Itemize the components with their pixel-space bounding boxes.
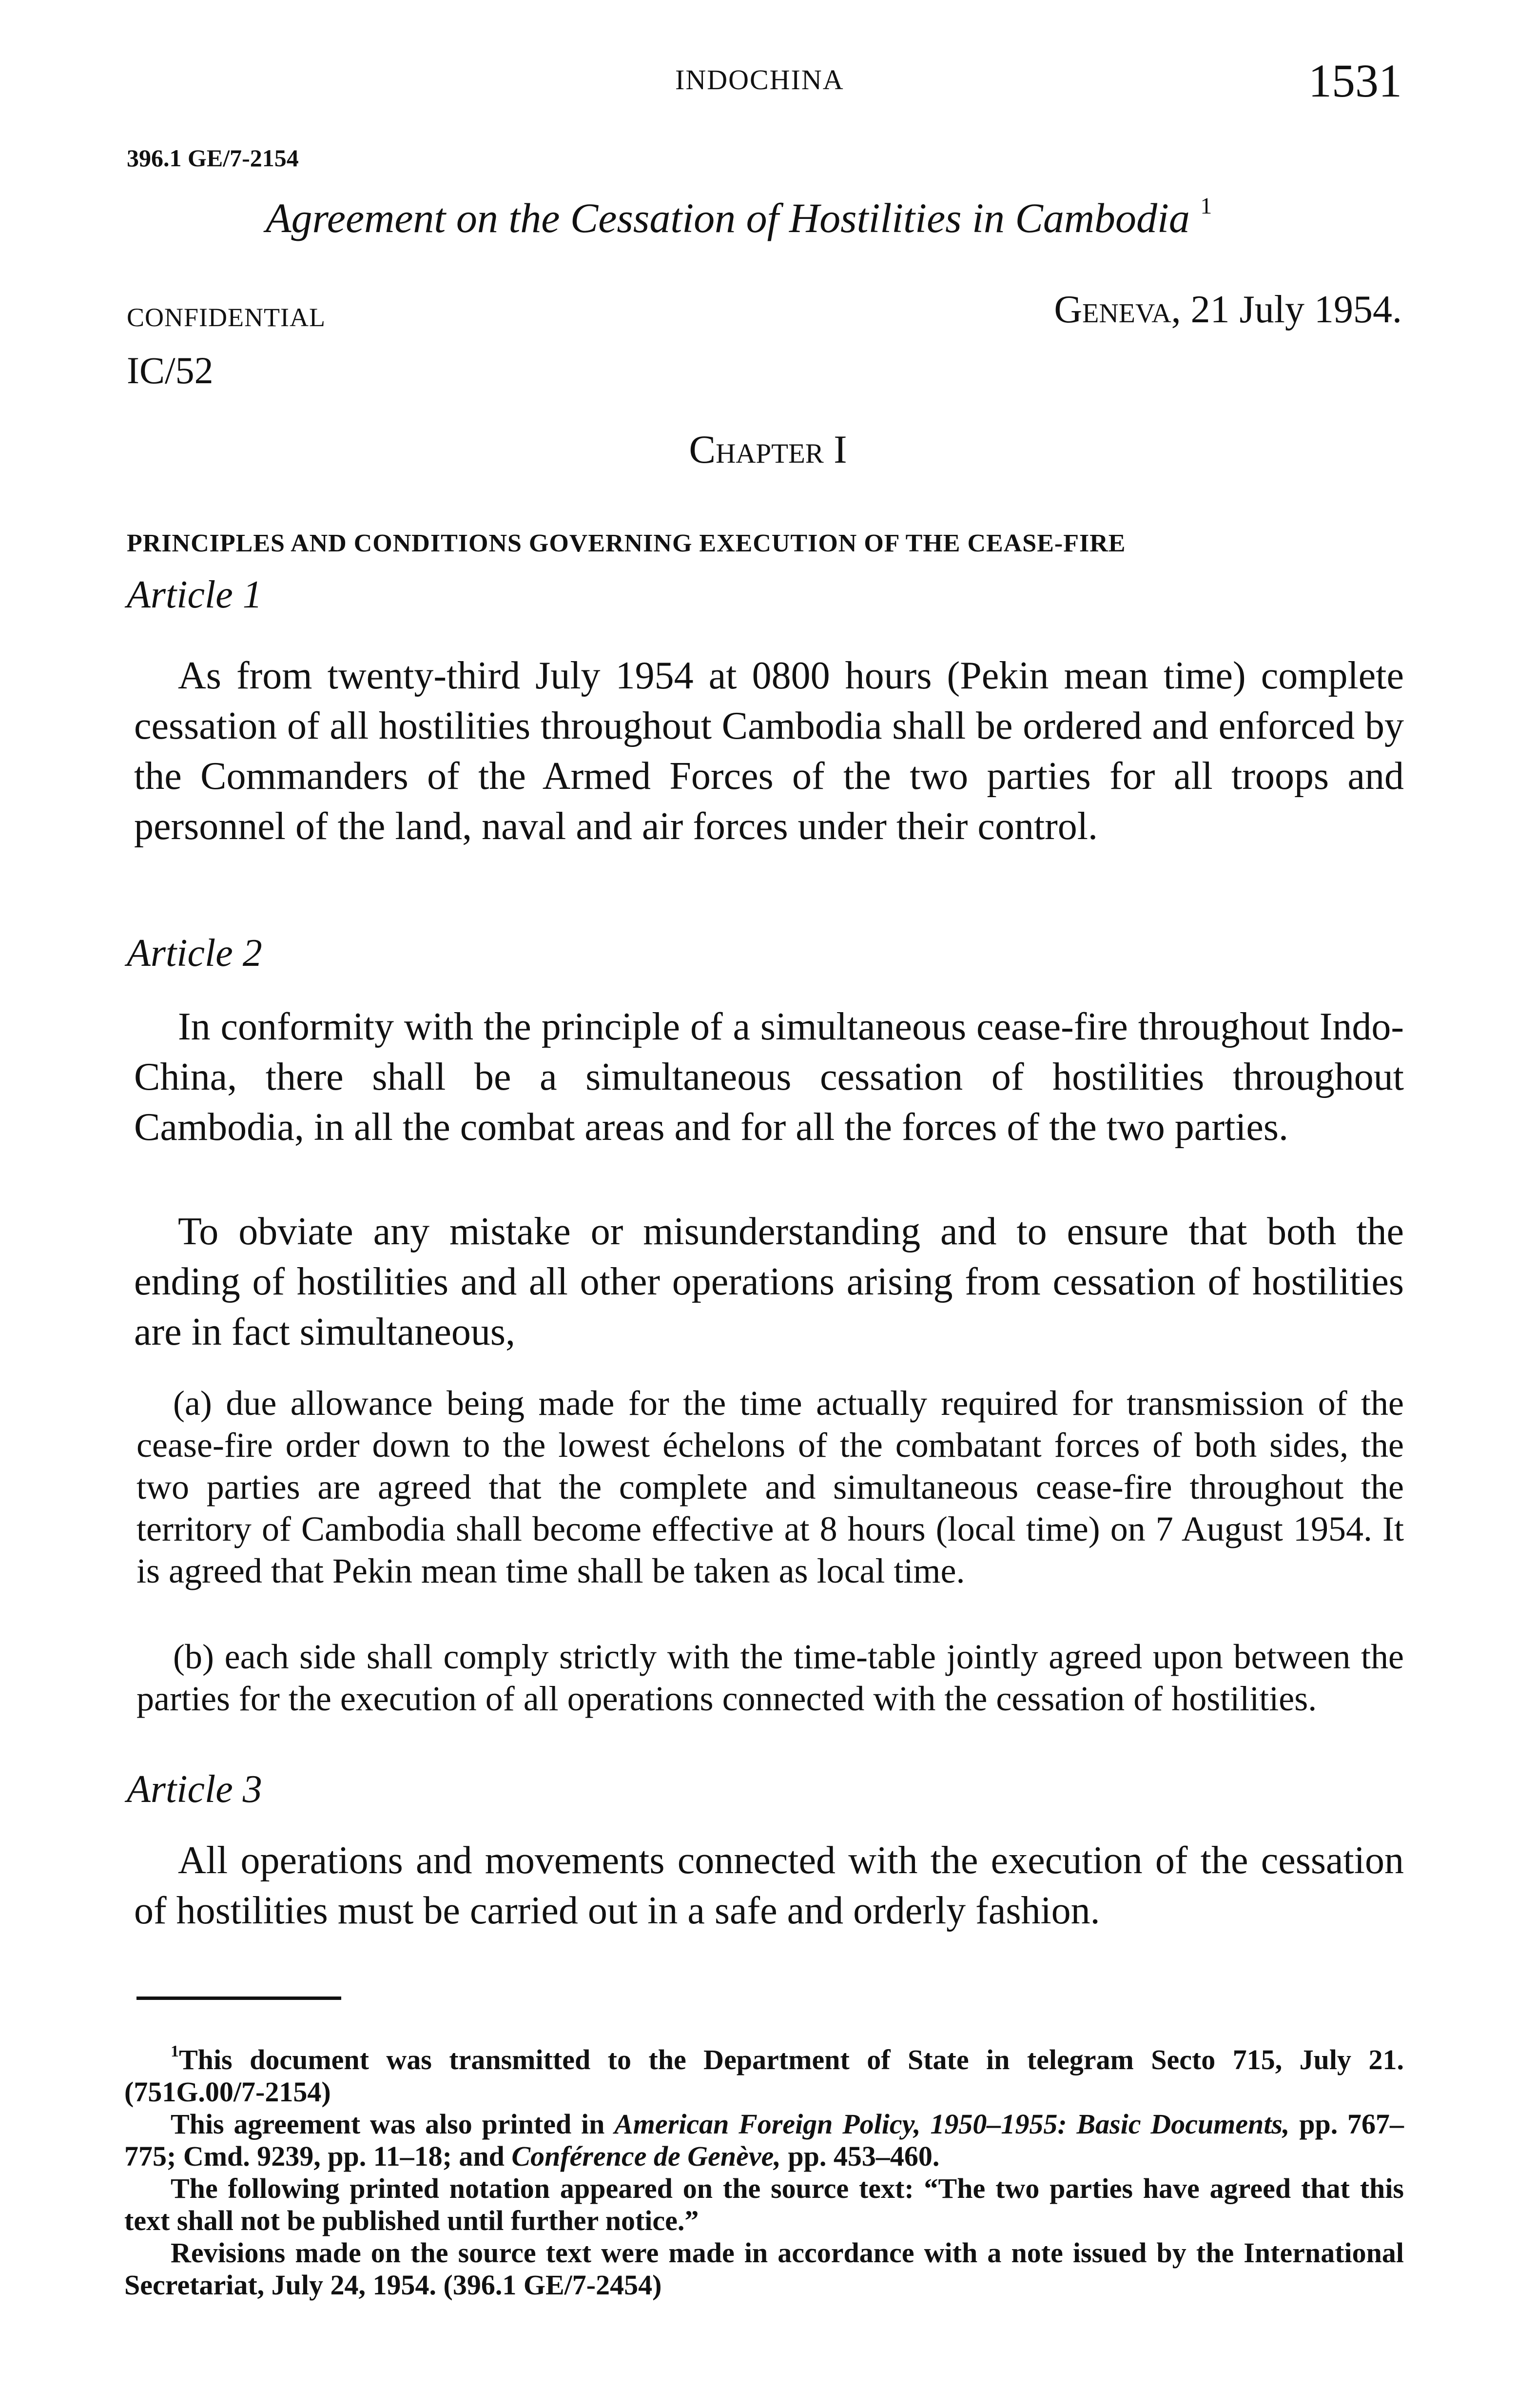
article-2-paragraph-1: In conformity with the principle of a simultaneous cease-fire throughout Indo-China, there shall be a simultaneous cessation of hostilities throughout Cambodia, in all the combat areas and for all the forces of the two parties. xyxy=(134,1005,1404,1149)
footnote-printed-suffix: pp. 453–460. xyxy=(780,2140,940,2172)
footnote-1-text: This document was transmitted to the Department of State in telegram Secto 715, July 21. (751G.00/7-2154) xyxy=(124,2044,1404,2108)
article-3-paragraph-1: All operations and movements connected with the execution of the cessation of hostilities must be carried out in a safe and orderly fashion. xyxy=(134,1839,1404,1932)
footnote-notation: The following printed notation appeared on the source text: “The two parties have agreed that this text shall not be published until further notice.” xyxy=(124,2173,1404,2236)
footnote-printed xyxy=(124,2108,1404,2173)
footnote-mark: 1 xyxy=(171,2042,179,2060)
footnote-printed-mid: pp. 767–775; Cmd. 9239, pp. 11–18; and xyxy=(124,2108,1404,2172)
title-footnote-mark: 1 xyxy=(1200,193,1212,219)
article-2-heading: Article 2 xyxy=(127,932,262,975)
classification-label: CONFIDENTIAL xyxy=(127,303,326,332)
footnote-printed-title-1: American Foreign Policy, 1950–1955: Basic Documents, xyxy=(614,2108,1290,2140)
place: Geneva, xyxy=(1054,288,1181,331)
page-number: 1531 xyxy=(1308,55,1402,107)
footnote-printed-title-2: Conférence de Genève, xyxy=(511,2140,781,2172)
document-code: IC/52 xyxy=(127,349,214,392)
chapter-subheading: PRINCIPLES AND CONDITIONS GOVERNING EXECUTION OF THE CEASE-FIRE xyxy=(127,529,1126,557)
date: 21 July 1954. xyxy=(1190,288,1402,331)
footnote-printed-prefix: This agreement was also printed in xyxy=(171,2108,615,2140)
article-3-heading: Article 3 xyxy=(127,1768,262,1811)
footnote-1 xyxy=(124,2036,1404,2108)
place-date xyxy=(1054,288,1402,332)
footnote-rule xyxy=(136,1997,341,2000)
footnotes xyxy=(124,2036,1404,2301)
file-number: 396.1 GE/7-2154 xyxy=(127,144,299,172)
article-1-heading: Article 1 xyxy=(127,573,262,616)
article-2-clause-a: (a) due allowance being made for the time actually required for transmission of the cease-fire order down to the lowest échelons of the combatant forces of both sides, the two parties are agreed that the complete and simultaneous cease-fire throughout the territory of Cambodia shall become effective at 8 hours (local time) on 7 August 1954. It is agreed that Pekin mean time shall be taken as local time. xyxy=(136,1384,1404,1590)
article-1-paragraph-1: As from twenty-third July 1954 at 0800 hours (Pekin mean time) complete cessation of all hostilities throughout Cambodia shall be ordered and enforced by the Commanders of the Armed Forces of the two parties for all troops and personnel of the land, naval and air forces under their control. xyxy=(134,654,1404,848)
running-head: INDOCHINA xyxy=(675,64,844,96)
chapter-heading: Chapter I xyxy=(689,427,847,471)
article-2-paragraph-2: To obviate any mistake or misunderstanding and to ensure that both the ending of hostilities and all other operations arising from cessation of hostilities are in fact simultaneous, xyxy=(134,1210,1404,1353)
document-title-text: Agreement on the Cessation of Hostilities in Cambodia xyxy=(266,195,1190,241)
footnote-revisions: Revisions made on the source text were made in accordance with a note issued by the International Secretariat, July 24, 1954. (396.1 GE/7-2454) xyxy=(124,2237,1404,2301)
article-2-clause-b: (b) each side shall comply strictly with the time-table jointly agreed upon between the parties for the execution of all operations connected with the cessation of hostilities. xyxy=(136,1637,1404,1718)
document-title xyxy=(266,193,1212,242)
